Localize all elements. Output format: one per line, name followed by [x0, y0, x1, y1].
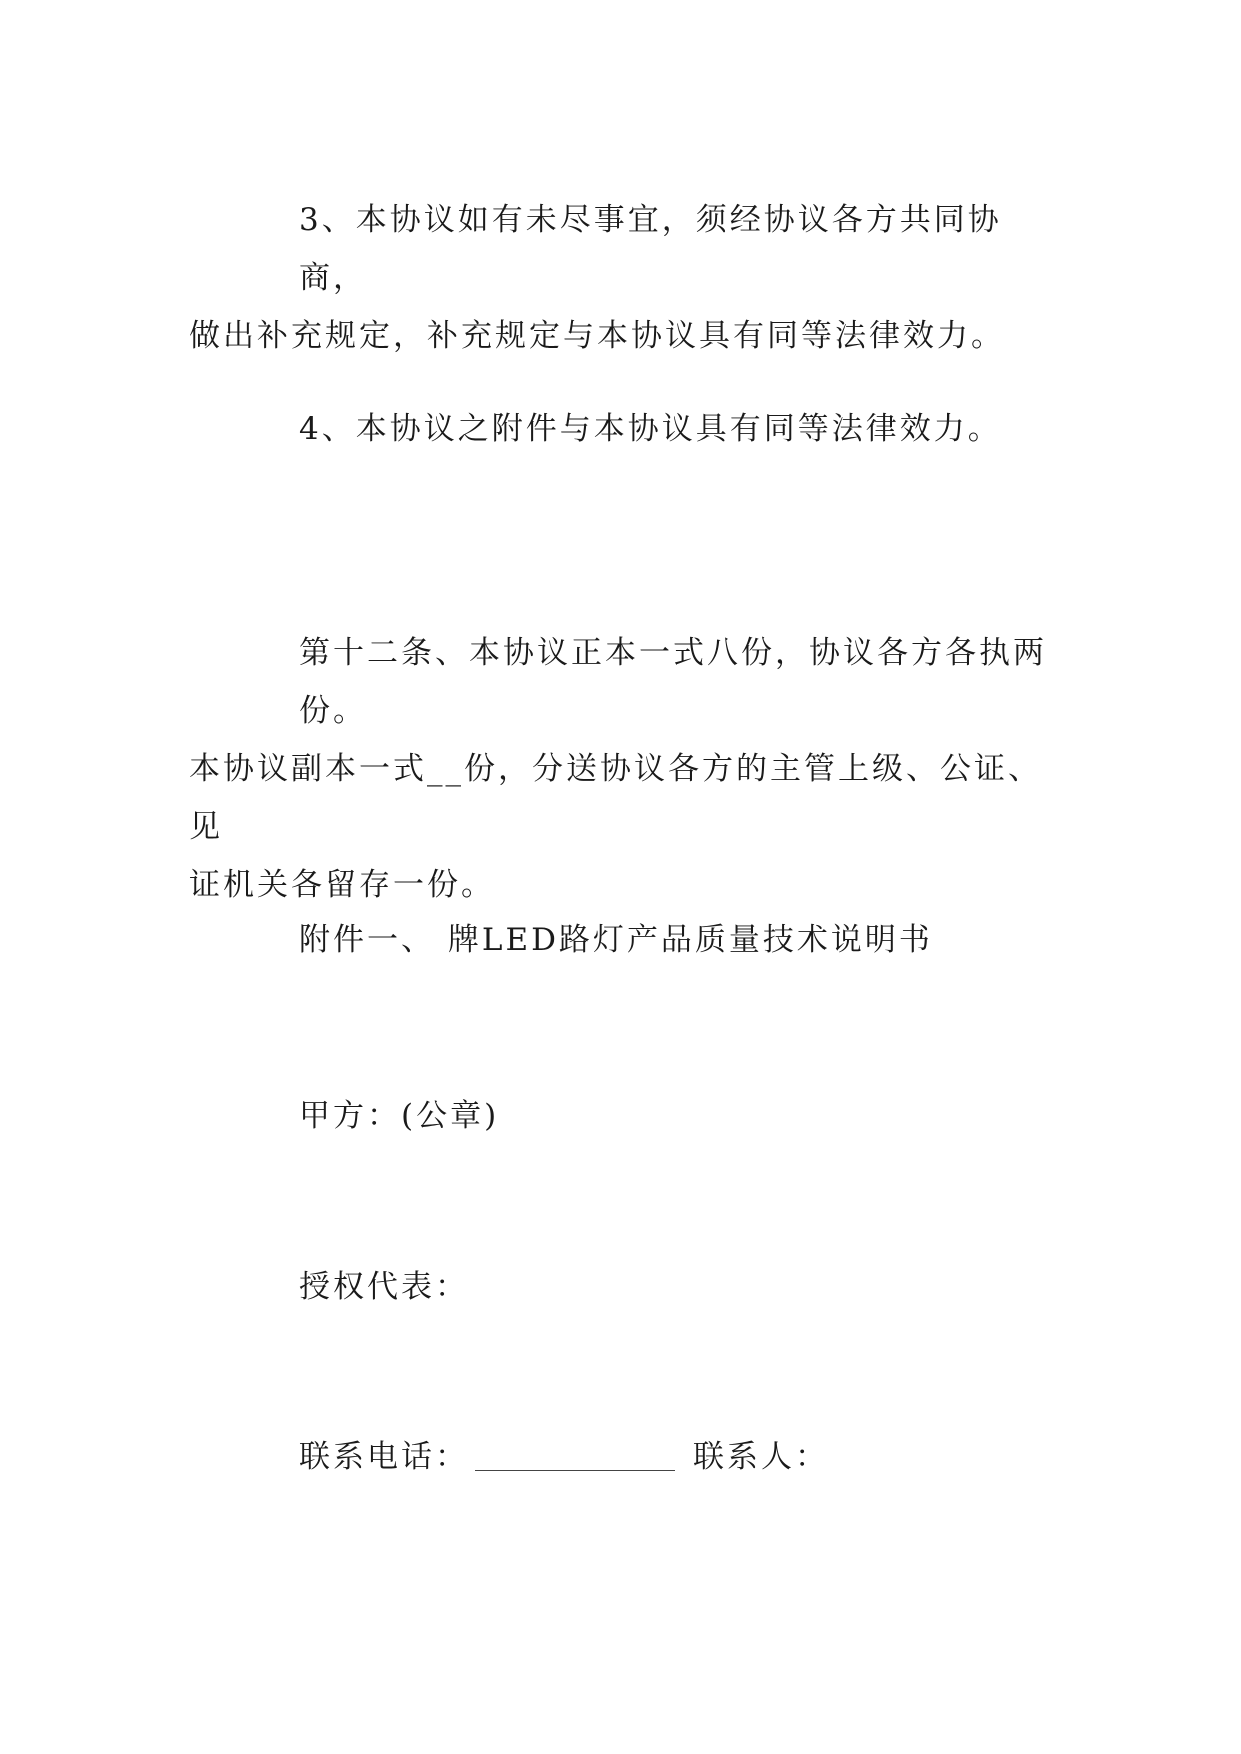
- article-12-line-1: 第十二条、本协议正本一式八份，协议各方各执两份。: [299, 635, 1047, 729]
- party-a-seal-label: 甲方：(公章): [299, 1098, 500, 1134]
- attachment-title: 附件一、 牌LED路灯产品质量技术说明书: [299, 922, 933, 958]
- contact-person-label: 联系人：: [693, 1439, 829, 1475]
- article-12-line-2: 本协议副本一式__份，分送协议各方的主管上级、公证、见: [189, 751, 1042, 845]
- authorized-representative-label: 授权代表：: [299, 1269, 469, 1305]
- clause-3-line-2: 做出补充规定，补充规定与本协议具有同等法律效力。: [189, 318, 1005, 354]
- contact-line: [299, 1437, 829, 1477]
- contact-phone-label: 联系电话：: [299, 1439, 469, 1475]
- clause-3-line-1: 3、本协议如有未尽事宜，须经协议各方共同协商，: [299, 202, 1002, 296]
- clause-4-line-1: 4、本协议之附件与本协议具有同等法律效力。: [299, 411, 1002, 447]
- clause-3-paragraph: [189, 191, 1059, 365]
- article-12-paragraph: [189, 624, 1059, 914]
- article-12-line-3: 证机关各留存一份。: [189, 867, 495, 903]
- clause-4-paragraph: [189, 400, 1059, 458]
- contact-phone-blank[interactable]: [475, 1440, 675, 1471]
